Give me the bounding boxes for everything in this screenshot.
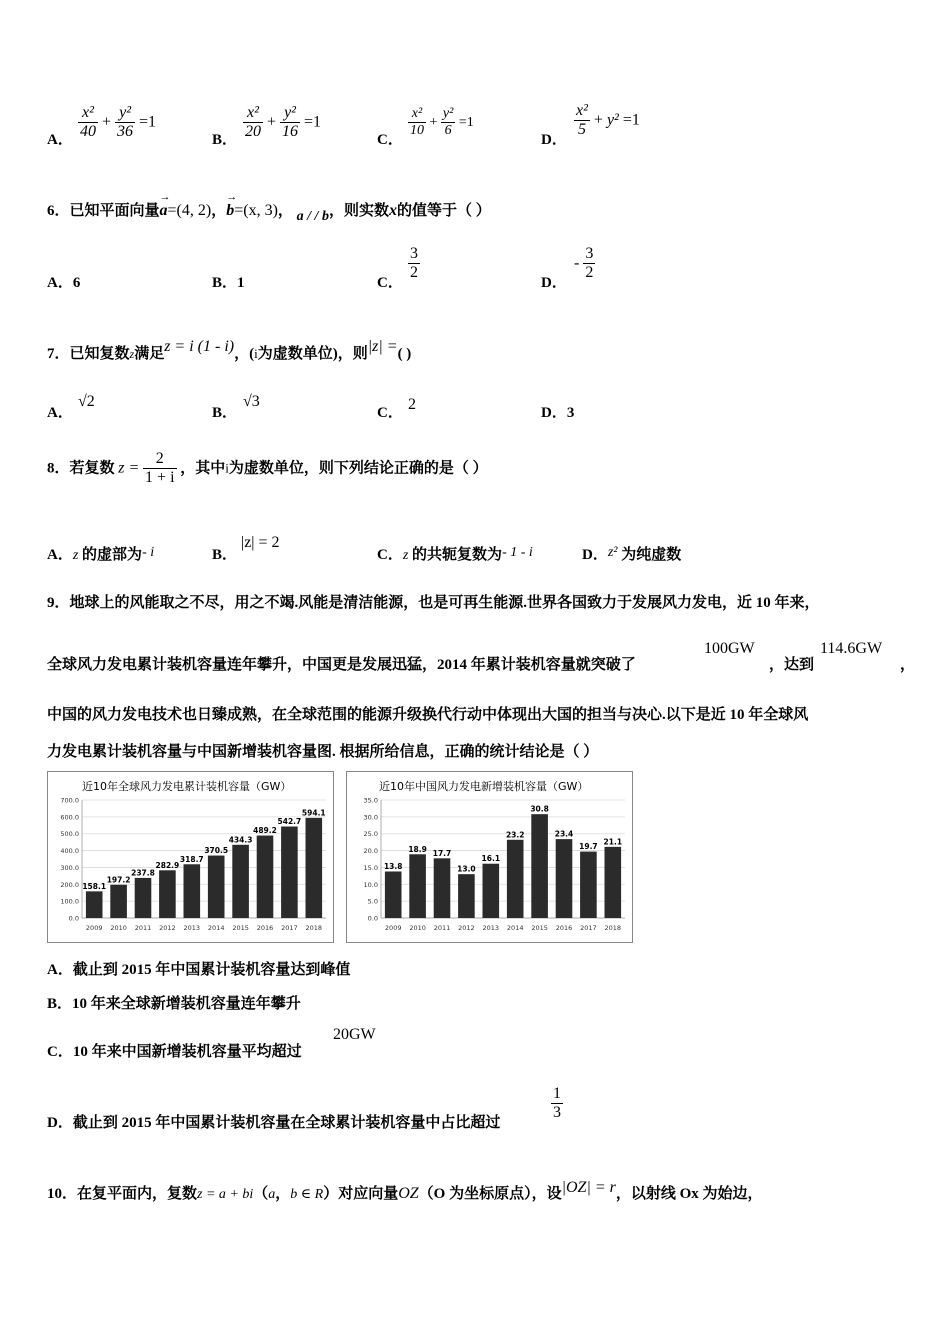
q9-option-c: C．10 年来中国新增装机容量平均超过 [47, 1044, 302, 1060]
q9-option-d-fraction: $\frac{1}{3}$ [553, 1085, 561, 1122]
x-tick-label-2014: 2014 [207, 924, 225, 932]
data-label-2016: 489.2 [253, 826, 277, 836]
data-label-2015: 30.8 [530, 804, 549, 814]
data-label-2018: 594.1 [301, 808, 326, 818]
y-tick-label: 20.0 [363, 847, 378, 856]
q7-option-c-value: 2 [408, 396, 416, 413]
chart-1-title: 近10年全球风力发电累计装机容量（GW） [82, 780, 292, 793]
q7-option-a-value: √2 [78, 393, 95, 410]
global-capacity-chart [47, 771, 334, 943]
data-label-2016: 23.4 [554, 829, 574, 839]
data-label-2011: 237.8 [131, 868, 155, 878]
q5-option-b-label: B． [212, 132, 238, 148]
q5-option-c-label: C． [377, 132, 403, 148]
q9-line-3: 中国的风力发电技术也日臻成熟，在全球范围的能源升级换代行动中体现出大国的担当与决心.以下是近 10 年全球风 [47, 707, 809, 723]
chart-2-plot [347, 772, 632, 942]
q6-option-d-fraction: - $\frac{3}{2}$ [574, 245, 594, 282]
chart-1-plot [48, 772, 333, 942]
bar-2009 [385, 871, 402, 918]
bar-2015 [531, 814, 548, 918]
q9-value-114gw: 114.6GW [820, 640, 883, 657]
x-tick-label-2011: 2011 [433, 924, 451, 932]
q8-option-b-label: B． [212, 547, 238, 563]
data-label-2009: 13.8 [383, 861, 403, 871]
q8-option-a: A．z 的虚部为- i [47, 545, 155, 563]
data-label-2012: 282.9 [155, 860, 180, 870]
bar-2012 [458, 874, 475, 918]
q9-option-b: B．10 年来全球新增装机容量连年攀升 [47, 996, 301, 1012]
y-tick-label: 600.0 [60, 813, 79, 822]
bar-2013 [483, 864, 500, 918]
q9-line-1: 9．地球上的风能取之不尽，用之不竭.风能是清洁能源，也是可再生能源.世界各国致力于发展风力发电，近 10 年来， [47, 595, 820, 611]
x-tick-label-2018: 2018 [604, 924, 622, 932]
bar-2010 [110, 885, 127, 918]
bar-2018 [306, 818, 323, 918]
q6-option-c-fraction: $\frac{3}{2}$ [410, 245, 418, 282]
bar-2009 [86, 891, 103, 918]
q9-line-4: 力发电累计装机容量与中国新增装机容量图. 根据所给信息，正确的统计结论是（ ） [47, 744, 599, 760]
x-tick-label-2017: 2017 [580, 924, 597, 932]
q8-option-b-value: |z| = 2 [241, 534, 280, 551]
x-tick-label-2011: 2011 [134, 924, 152, 932]
bar-2014 [507, 840, 524, 918]
data-label-2012: 13.0 [457, 864, 476, 874]
y-tick-label: 300.0 [60, 863, 79, 872]
y-tick-label: 35.0 [363, 796, 378, 805]
q7-option-d: D．3 [541, 405, 575, 421]
x-tick-label-2016: 2016 [555, 924, 573, 932]
y-tick-label: 10.0 [363, 880, 378, 889]
q9-value-100gw: 100GW [704, 640, 755, 657]
x-tick-label-2010: 2010 [110, 924, 127, 932]
x-tick-label-2015: 2015 [531, 924, 548, 932]
q9-option-d: D．截止到 2015 年中国累计装机容量在全球累计装机容量中占比超过 [47, 1115, 501, 1131]
q8-stem: 8．若复数 z = $\frac{2}{1 + i}$ ，其中i为虚数单位，则下列结论正确的是（ ） [47, 450, 488, 487]
q5-option-c-formula: $\frac{\text{x²}}{10}$ + $\frac{\text{y²}}{6}$ =1 [410, 106, 474, 139]
x-tick-label-2015: 2015 [232, 924, 249, 932]
q6-option-c-label: C． [377, 275, 403, 291]
x-tick-label-2009: 2009 [85, 924, 103, 932]
x-tick-label-2013: 2013 [183, 924, 201, 932]
data-label-2018: 21.1 [603, 837, 623, 847]
data-label-2015: 434.3 [228, 835, 253, 845]
q9-line-2-mid: ，达到 [769, 657, 815, 673]
x-tick-label-2014: 2014 [506, 924, 524, 932]
bar-2012 [159, 870, 176, 918]
y-tick-label: 400.0 [60, 847, 79, 856]
bar-2016 [556, 839, 573, 918]
q7-option-b-label: B． [212, 405, 238, 421]
x-tick-label-2018: 2018 [305, 924, 323, 932]
q7-stem: 7．已知复数z满足z = i (1 - i)，(i为虚数单位)，则|z| =( ) [47, 338, 412, 362]
x-tick-label-2013: 2013 [482, 924, 500, 932]
data-label-2017: 542.7 [277, 817, 302, 827]
x-tick-label-2012: 2012 [458, 924, 475, 932]
data-label-2014: 23.2 [505, 830, 525, 840]
y-tick-label: 25.0 [363, 830, 378, 839]
bar-2017 [281, 827, 298, 918]
data-label-2010: 197.2 [106, 875, 131, 885]
q6-option-a: A．6 [47, 275, 81, 291]
q7-option-b-value: √3 [243, 393, 260, 410]
bar-2011 [135, 878, 152, 918]
bar-2013 [184, 864, 201, 918]
y-tick-label: 5.0 [367, 897, 378, 906]
bar-2017 [580, 852, 597, 918]
x-tick-label-2016: 2016 [256, 924, 274, 932]
q8-option-d: D．z² 为纯虚数 [582, 545, 682, 563]
bar-2015 [232, 845, 249, 918]
q6-option-b: B．1 [212, 275, 245, 291]
q7-option-c-label: C． [377, 405, 403, 421]
china-new-capacity-chart [346, 771, 633, 943]
data-label-2017: 19.7 [579, 842, 598, 852]
q5-option-a-label: A． [47, 132, 73, 148]
q8-option-c: C．z 的共轭复数为- 1 - i [377, 545, 533, 563]
y-tick-label: 700.0 [60, 796, 79, 805]
data-label-2010: 18.9 [408, 844, 427, 854]
q9-line-2: 全球风力发电累计装机容量连年攀升，中国更是发展迅猛，2014 年累计装机容量就突破了 [47, 657, 636, 673]
q5-option-d-label: D． [541, 132, 567, 148]
q9-option-a: A．截止到 2015 年中国累计装机容量达到峰值 [47, 962, 351, 978]
bar-2011 [434, 858, 451, 918]
chart-2-title: 近10年中国风力发电新增装机容量（GW） [379, 780, 589, 793]
y-tick-label: 30.0 [363, 813, 378, 822]
q7-option-a-label: A． [47, 405, 73, 421]
x-tick-label-2017: 2017 [281, 924, 298, 932]
data-label-2013: 318.7 [179, 854, 204, 864]
q5-option-b-formula: $\frac{\text{x²}}{20}$ + $\frac{\text{y²}}{16}$ =1 [245, 104, 322, 141]
q5-option-d-formula: $\frac{\text{x²}}{5}$ + y² =1 [576, 102, 640, 139]
x-tick-label-2010: 2010 [409, 924, 426, 932]
data-label-2011: 17.7 [432, 848, 452, 858]
y-tick-label: 0.0 [68, 914, 79, 923]
data-label-2009: 158.1 [82, 881, 107, 891]
bar-2018 [605, 847, 622, 918]
x-tick-label-2009: 2009 [384, 924, 402, 932]
data-label-2013: 16.1 [481, 854, 501, 864]
y-tick-label: 15.0 [363, 863, 378, 872]
bar-2010 [409, 854, 426, 918]
x-tick-label-2012: 2012 [159, 924, 176, 932]
bar-2014 [208, 856, 225, 918]
y-tick-label: 500.0 [60, 830, 79, 839]
q10-stem: 10．在复平面内，复数z = a + bi（a，b ∈ R）对应向量OZ（O 为坐标原点），设|OZ| = r，以射线 Ox 为始边， [47, 1179, 763, 1202]
q5-option-a-formula: $\frac{\text{x²}}{40}$ + $\frac{\text{y²}}{36}$ =1 [80, 104, 157, 141]
q6-option-d-label: D． [541, 275, 567, 291]
q9-option-c-value: 20GW [333, 1026, 376, 1043]
q9-line-2-end: ， [900, 657, 916, 673]
y-tick-label: 200.0 [60, 880, 79, 889]
y-tick-label: 100.0 [60, 897, 79, 906]
y-tick-label: 0.0 [367, 914, 378, 923]
q6-stem: 6．已知平面向量 → a=(4, 2)， → b=(x, 3)， a / / b，则实数x的值等于（ ） [47, 191, 491, 224]
data-label-2014: 370.5 [204, 846, 229, 856]
bar-2016 [257, 836, 274, 918]
